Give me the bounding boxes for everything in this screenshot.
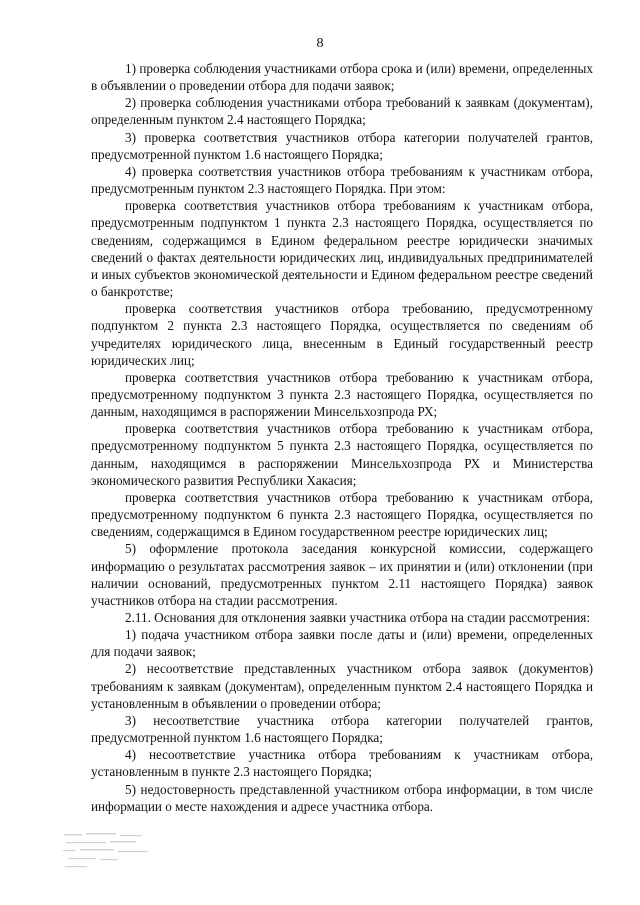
paragraph-reject-false-info: 5) недостоверность представленной участником отбора информации, в том числе информации о месте нахождения и адресе участника отбора. [91,781,593,814]
paragraph-reject-requirements: 4) несоответствие участника отбора требованиям к участникам отбора, установленным в пункте 2.3 настоящего Порядка; [91,747,593,780]
paragraph-check-subpoint-3: проверка соответствия участников отбора требованию к участникам отбора, предусмотренному подпунктом 3 пункта 2.3 настоящего Порядка, осуществляется по данным, находящимся в распоряжении Минсельхозпрода РХ; [91,369,593,420]
paragraph-check-participant-requirements: 4) проверка соответствия участников отбора требованиям к участникам отбора, предусмотренным пунктом 2.3 настоящего Порядка. При этом: [91,163,593,197]
scan-artifact [60,828,160,872]
paragraph-check-deadline: 1) проверка соблюдения участниками отбора срока и (или) времени, определенных в объявлении о проведении отбора для подачи заявок; [91,61,593,94]
paragraph-check-subpoint-5: проверка соответствия участников отбора требованию к участникам отбора, предусмотренному подпунктом 5 пункта 2.3 настоящего Порядка, осуществляется по данным, находящимся в распоряжении Минсельхозпрода РХ и Министерства экономического развития Республики Хакасия; [91,421,593,488]
paragraph-check-subpoint-1: проверка соответствия участников отбора требованиям к участникам отбора, предусмотренным подпунктом 1 пункта 2.3 настоящего Порядка, осуществляется по сведениям, содержащимся в Едином федеральном реестре юридически значимых сведений о фактах деятельности юридических лиц, индивидуальных предпринимателей и иных субъектов экономической деятельности и Едином федеральном реестре сведений о банкротстве; [91,198,593,300]
paragraph-reject-late: 1) подача участником отбора заявки после даты и (или) времени, определенных для подачи заявок; [91,627,593,660]
paragraph-section-2-11: 2.11. Основания для отклонения заявки участника отбора на стадии рассмотрения: [125,610,591,625]
paragraph-check-category: 3) проверка соответствия участников отбора категории получателей грантов, предусмотренной пунктом 1.6 настоящего Порядка; [91,129,593,162]
paragraph-check-subpoint-2: проверка соответствия участников отбора требованию, предусмотренному подпунктом 2 пункта 2.3 настоящего Порядка, осуществляется по сведениям об учредителях юридического лица, внесенным в Единый государственный реестр юридических лиц; [91,301,593,368]
paragraph-reject-category: 3) несоответствие участника отбора категории получателей грантов, предусмотренной пунктом 1.6 настоящего Порядка; [91,712,593,746]
page-number: 8 [316,36,324,51]
paragraph-check-application-requirements: 2) проверка соблюдения участниками отбора требований к заявкам (документам), определенным пунктом 2.4 настоящего Порядка; [91,95,593,128]
paragraph-check-subpoint-6: проверка соответствия участников отбора требованию к участникам отбора, предусмотренному подпунктом 6 пункта 2.3 настоящего Порядка, осуществляется по сведениям, содержащимся в Едином государственном реестре юридических лиц; [91,489,593,540]
paragraph-protocol: 5) оформление протокола заседания конкурсной комиссии, содержащего информацию о результатах рассмотрения заявок – их принятии и (или) отклонении (при наличии оснований, предусмотренных пунктом 2.11 настоящего Порядка) заявок участников отбора на стадии рассмотрения. [91,541,593,608]
document-body [91,60,593,815]
paragraph-reject-documents: 2) несоответствие представленных участником отбора заявок (документов) требованиям к заявкам (документам), определенным пунктом 2.4 настоящего Порядка и установленным в объявлении о проведении отбора; [91,661,593,711]
